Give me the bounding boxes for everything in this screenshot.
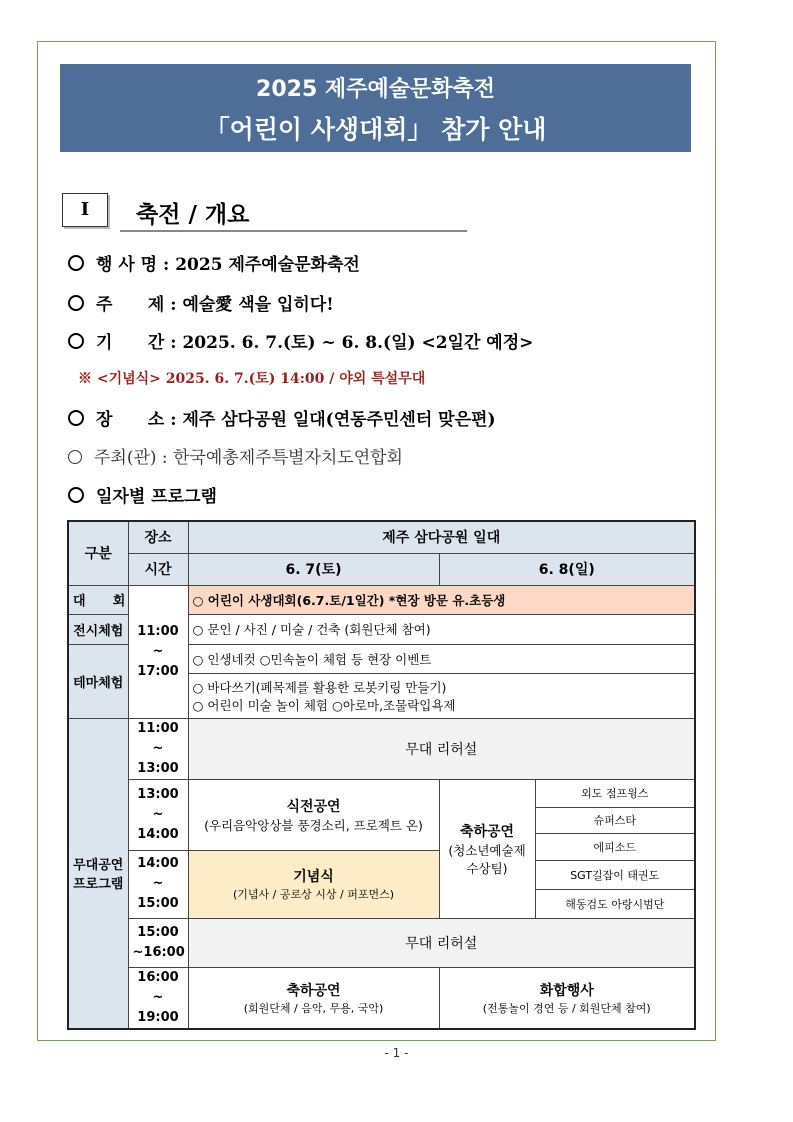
section-underline xyxy=(120,230,467,232)
row-head-theme: 테마체험 xyxy=(68,644,128,718)
header-place: 제주 삼다공원 일대 xyxy=(188,521,695,553)
circle-bullet-icon xyxy=(68,333,84,349)
bullet-theme: 주 제 : 예술愛 색을 입히다! xyxy=(68,290,334,315)
ceremony-note: ※ <기념식> 2025. 6. 7.(토) 14:00 / 야외 특설무대 xyxy=(78,371,426,387)
time-slot-4: 15:00 ~16:00 xyxy=(128,918,188,967)
celebration2-cell xyxy=(188,967,439,1029)
header-gubun: 구분 xyxy=(68,521,128,585)
harmony-cell xyxy=(439,967,695,1029)
program-table xyxy=(67,520,696,1030)
circle-bullet-icon xyxy=(68,295,84,311)
celebration2-sub: (회원단체 / 음악, 무용, 국악) xyxy=(243,1001,384,1015)
pre-performance-sub: (우리음악앙상블 풍경소리, 프로젝트 온) xyxy=(204,817,423,833)
celebration-sub: (청소년예술제 수상팀) xyxy=(448,842,526,876)
time-slot-1: 11:00 ~ 13:00 xyxy=(128,718,188,779)
header-time-label: 시간 xyxy=(128,553,188,585)
ceremony-cell xyxy=(188,850,439,918)
harmony-title: 화합행사 xyxy=(539,982,594,999)
theme-cell-2 xyxy=(188,673,695,718)
team-3: 에피소드 xyxy=(535,833,695,860)
time-main: 11:00 ~ 17:00 xyxy=(128,585,188,718)
circle-bullet-icon xyxy=(68,255,84,271)
team-4: SGT길잡이 태권도 xyxy=(535,860,695,889)
section-title: 축전 / 개요 xyxy=(136,202,250,228)
bullet-period: 기 간 : 2025. 6. 7.(토) ~ 6. 8.(일) <2일간 예정> xyxy=(68,328,533,353)
team-1: 외도 점프윙스 xyxy=(535,779,695,807)
exhibition-cell: ○ 문인 / 사진 / 미술 / 건축 (회원단체 참여) xyxy=(188,614,695,644)
theme-line-b: ○ 어린이 미술 놀이 체험 ○아로마,조물락입욕제 xyxy=(192,697,456,713)
ceremony-title: 기념식 xyxy=(293,869,334,885)
celebration2-title: 축하공연 xyxy=(286,982,341,999)
row-head-stage: 무대공연 프로그램 xyxy=(68,718,128,1029)
header-place-label: 장소 xyxy=(128,521,188,553)
circle-bullet-icon xyxy=(68,410,84,426)
contest-cell: ○ 어린이 사생대회(6.7.토/1일간) *현장 방문 유.초등생 xyxy=(188,585,695,614)
header-day1: 6. 7(토) xyxy=(188,553,439,585)
page-number: - 1 - xyxy=(384,1046,409,1060)
header-day2: 6. 8(일) xyxy=(439,553,695,585)
ceremony-sub: (기념사 / 공로상 시상 / 퍼포먼스) xyxy=(233,888,394,901)
row-head-exhibition: 전시체험 xyxy=(68,614,128,644)
rehearsal-2: 무대 리허설 xyxy=(188,918,695,967)
circle-bullet-icon xyxy=(68,487,84,503)
celebration-cell xyxy=(439,779,535,918)
pre-performance-title: 식전공연 xyxy=(286,798,341,815)
bullet-event-name: 행 사 명 : 2025 제주예술문화축전 xyxy=(68,250,360,275)
time-slot-3: 14:00 ~ 15:00 xyxy=(128,850,188,918)
bullet-program: 일자별 프로그램 xyxy=(68,482,217,507)
theme-cell-1: ○ 인생네컷 ○민속놀이 체험 등 현장 이벤트 xyxy=(188,644,695,673)
row-head-contest: 대 회 xyxy=(68,585,128,614)
time-slot-5: 16:00 ~ 19:00 xyxy=(128,967,188,1029)
title-line-1: 2025 제주예술문화축전 xyxy=(256,77,495,102)
time-slot-2: 13:00 ~ 14:00 xyxy=(128,779,188,850)
circle-bullet-icon xyxy=(68,450,82,464)
celebration-title: 축하공연 xyxy=(459,823,515,840)
harmony-sub: (전통놀이 경연 등 / 회원단체 참여) xyxy=(482,1001,651,1015)
bullet-venue: 장 소 : 제주 삼다공원 일대(연동주민센터 맞은편) xyxy=(68,405,495,430)
theme-line-a: ○ 바다쓰기(폐목제를 활용한 로봇키링 만들기) xyxy=(192,679,447,695)
title-banner xyxy=(60,64,691,152)
title-line-2: 「어린이 사생대회」 참가 안내 xyxy=(204,115,547,144)
pre-performance-cell xyxy=(188,779,439,850)
rehearsal-1: 무대 리허설 xyxy=(188,718,695,779)
section-number: I xyxy=(62,193,108,227)
bullet-host: 주최(관) : 한국예총제주특별자치도연합회 xyxy=(68,443,403,468)
team-2: 슈퍼스타 xyxy=(535,807,695,833)
team-5: 해동검도 아랑시범단 xyxy=(535,889,695,918)
